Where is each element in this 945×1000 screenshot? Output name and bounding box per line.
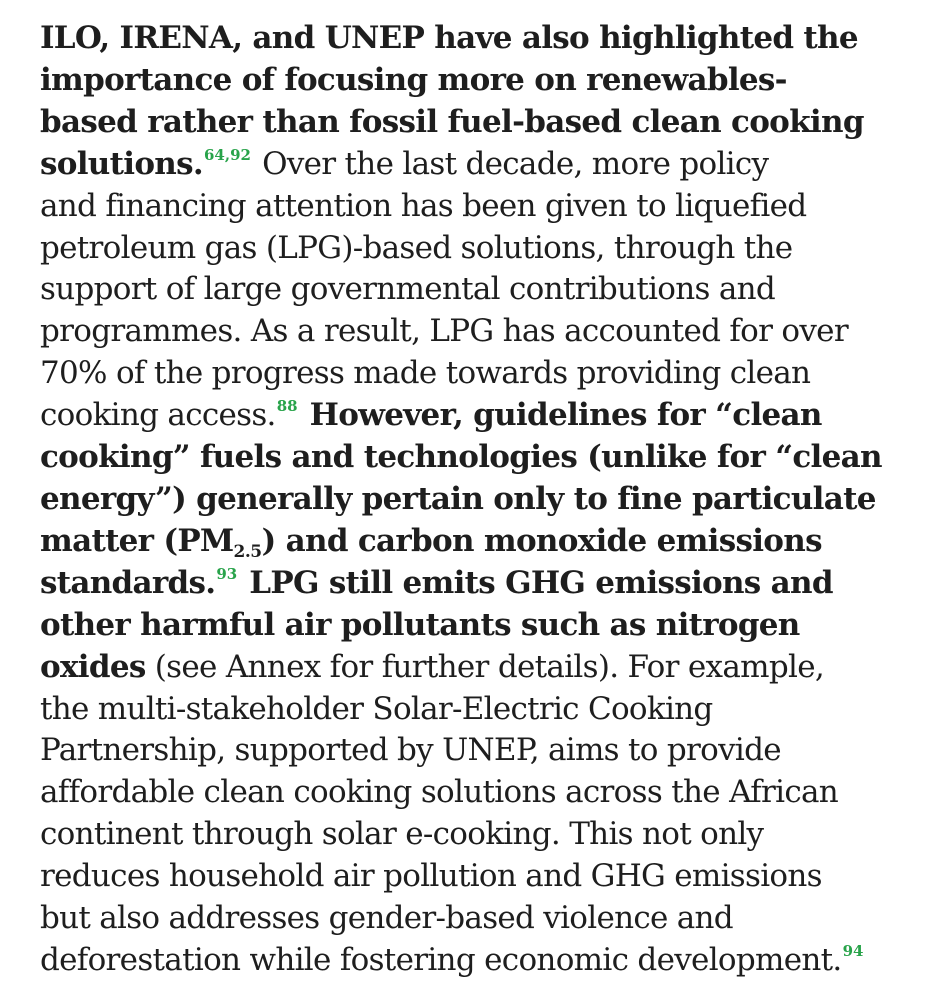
text-line: cooking” fuels and technologies (unlike for “clean [40, 439, 882, 476]
bold-text: oxides [40, 648, 146, 685]
plain-text: cooking access. [40, 397, 276, 434]
bold-text: LPG still emits GHG emissions and [239, 564, 833, 601]
text-line [40, 940, 930, 982]
footnote-reference[interactable]: 93 [216, 564, 238, 583]
text-line: ILO, IRENA, and UNEP have also highlighted the [40, 20, 858, 56]
bold-text: ) and carbon monoxide emissions [261, 522, 822, 559]
text-line: Partnership, supported by UNEP, aims to provide [40, 732, 781, 769]
footnote-reference[interactable]: 88 [276, 397, 298, 416]
text-line: based rather than fossil fuel-based clean cooking [40, 103, 864, 140]
text-line: importance of focusing more on renewables- [40, 61, 787, 98]
text-line: 70% of the progress made towards providing clean [40, 355, 811, 392]
text-line: continent through solar e-cooking. This not only [40, 816, 764, 853]
footnote-reference[interactable]: 64,92 [203, 145, 251, 164]
text-line [40, 521, 930, 563]
text-line: support of large governmental contributions and [40, 271, 776, 308]
bold-text: However, guidelines for “clean [299, 397, 822, 434]
footnote-reference[interactable]: 94 [842, 941, 864, 960]
text-line: the multi-stakeholder Solar-Electric Cooking [40, 690, 713, 727]
text-line: and financing attention has been given to liquefied [40, 187, 807, 224]
plain-text: Over the last decade, more policy [252, 145, 769, 182]
bold-text: matter (PM [40, 522, 234, 559]
plain-text: (see Annex for further details). For example, [145, 648, 824, 685]
text-line: programmes. As a result, LPG has accounted for over [40, 313, 848, 350]
subscript: 2.5 [233, 541, 262, 562]
text-line [40, 647, 930, 689]
text-line [40, 144, 930, 186]
text-line: other harmful air pollutants such as nitrogen [40, 606, 800, 643]
text-line: but also addresses gender-based violence and [40, 900, 733, 937]
body-paragraph [40, 18, 930, 982]
text-line [40, 563, 930, 605]
text-line: reduces household air pollution and GHG emissions [40, 858, 822, 895]
bold-text: solutions. [40, 145, 203, 182]
plain-text: deforestation while fostering economic development. [40, 941, 842, 978]
text-line [40, 395, 930, 437]
text-line: petroleum gas (LPG)-based solutions, through the [40, 229, 793, 266]
text-line: affordable clean cooking solutions across the African [40, 774, 839, 811]
bold-text: standards. [40, 564, 216, 601]
text-line: energy”) generally pertain only to fine particulate [40, 480, 876, 517]
